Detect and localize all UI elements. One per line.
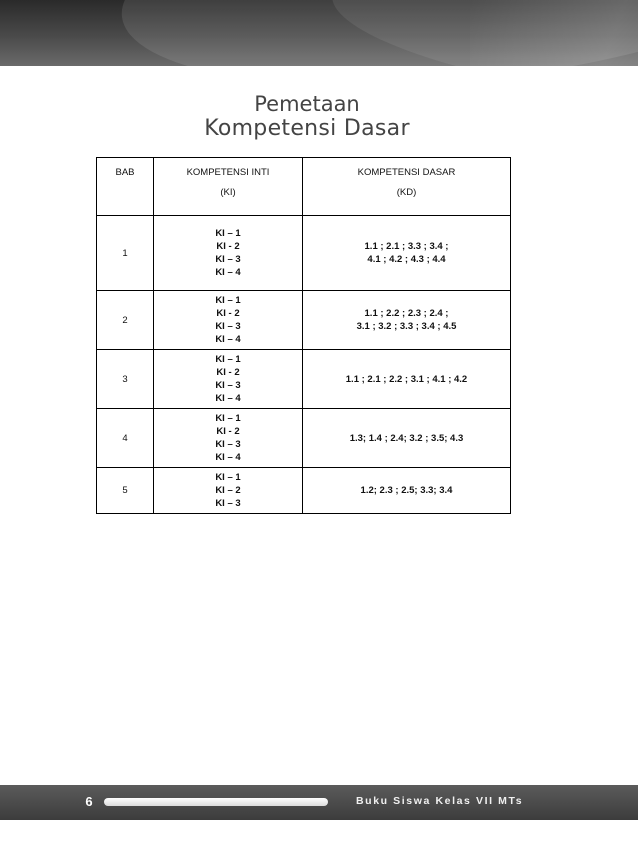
kd-line: 1.1 ; 2.2 ; 2.3 ; 2.4 ; [364,308,449,319]
footer-band [0,785,638,820]
kd-cell [303,409,511,468]
header-bab-label: BAB [115,167,135,178]
kd-line: 1.1 ; 2.1 ; 2.2 ; 3.1 ; 4.1 ; 4.2 [345,373,468,385]
page-number: 6 [85,794,93,809]
footer-book-title: Buku Siswa Kelas VII MTs [356,795,524,807]
bab-cell [97,291,154,350]
page-title-line1: Pemetaan [254,92,360,116]
ki-cell [154,291,303,350]
table-row [97,216,511,291]
header-ki [154,158,303,216]
kd-cell [303,216,511,291]
ki-item: KI – 4 [215,334,241,345]
bab-cell [97,409,154,468]
ki-cell [154,409,303,468]
kd-cell [303,468,511,514]
bab-cell [97,468,154,514]
ki-item: KI – 1 [215,295,241,306]
bab-cell [97,350,154,409]
bab-number: 3 [122,373,128,385]
kd-cell [303,291,511,350]
kd-line: 3.1 ; 3.2 ; 3.3 ; 3.4 ; 4.5 [356,321,457,332]
ki-item: KI – 2 [215,485,241,496]
table-row [97,468,511,514]
bab-number: 4 [122,432,128,444]
competency-mapping-table [96,157,511,514]
ki-item: KI – 3 [215,321,241,332]
ki-cell [154,468,303,514]
header-kd [303,158,511,216]
ki-item: KI - 2 [216,426,240,437]
ki-item: KI – 1 [215,413,241,424]
table-row [97,409,511,468]
ki-cell [154,350,303,409]
header-bab [97,158,154,216]
table-header-row [97,158,511,216]
ki-item: KI - 2 [216,241,240,252]
bab-number: 5 [122,485,128,496]
ki-item: KI – 3 [215,439,241,450]
header-ki-label: KOMPETENSI INTI [186,167,270,178]
ki-item: KI – 4 [215,452,241,463]
ki-item: KI – 4 [215,393,241,404]
kd-line: 1.3; 1.4 ; 2.4; 3.2 ; 3.5; 4.3 [349,432,464,444]
ki-item: KI – 1 [215,228,241,239]
ki-item: KI - 2 [216,308,240,319]
ki-item: KI - 2 [216,367,240,378]
kd-line: 1.1 ; 2.1 ; 3.3 ; 3.4 ; [364,241,449,252]
header-kd-label: KOMPETENSI DASAR [357,167,456,178]
kd-cell [303,350,511,409]
header-sheen [470,0,638,66]
ki-item: KI – 4 [215,267,241,278]
kd-line: 4.1 ; 4.2 ; 4.3 ; 4.4 [367,254,446,265]
ki-item: KI – 3 [215,380,241,391]
header-kd-abbr: (KD) [396,187,417,198]
header-ki-abbr: (KI) [220,187,236,198]
header-band [0,0,638,66]
bab-number: 2 [122,314,128,326]
bab-cell [97,216,154,291]
ki-item: KI – 1 [215,472,241,483]
ki-item: KI – 3 [215,498,241,509]
bab-number: 1 [122,247,128,259]
ki-cell [154,216,303,291]
footer-decorative-bar [104,798,328,806]
page-title-line2: Kompetensi Dasar [204,116,410,141]
ki-item: KI – 3 [215,254,241,265]
kd-line: 1.2; 2.3 ; 2.5; 3.3; 3.4 [360,485,453,496]
ki-item: KI – 1 [215,354,241,365]
table-row [97,291,511,350]
table-row [97,350,511,409]
